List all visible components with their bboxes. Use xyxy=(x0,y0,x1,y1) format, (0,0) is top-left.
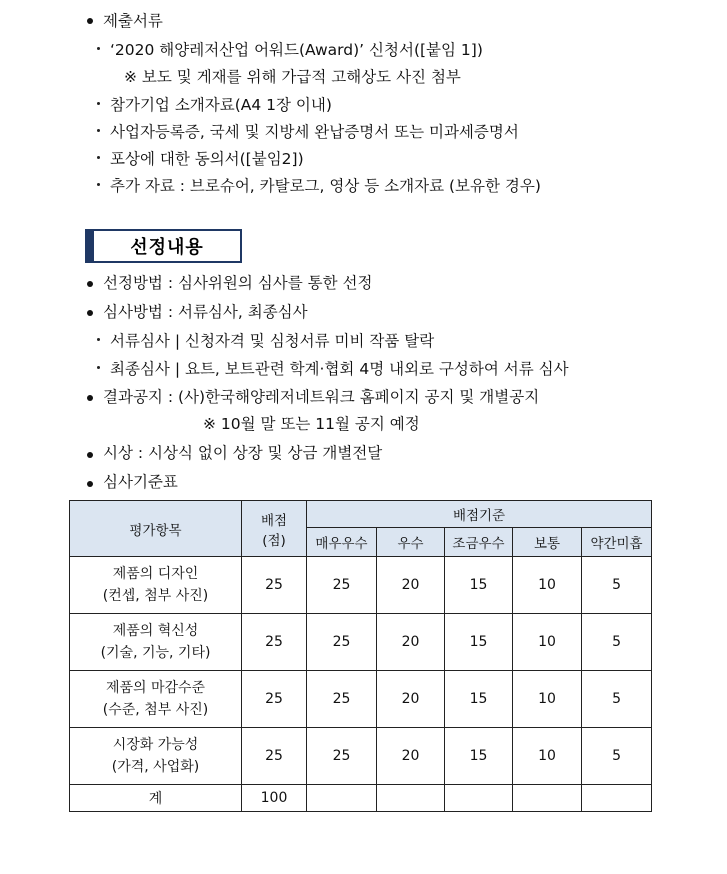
dot-icon xyxy=(97,47,100,50)
value-cell: 25 xyxy=(307,728,377,785)
value-cell: 15 xyxy=(445,557,513,614)
submission-item: ‘2020 해양레저산업 어워드(Award)’ 신청서([붙임 1]) xyxy=(97,40,483,60)
criterion-cell: 제품의 디자인 (컨셉, 첨부 사진) xyxy=(70,557,242,614)
selection-method: 선정방법 : 심사위원의 심사를 통한 선정 xyxy=(103,274,373,292)
table-row xyxy=(70,614,652,671)
header-score: 배점 (점) xyxy=(242,501,307,557)
section-title: 선정내용 xyxy=(85,229,242,263)
value-cell: 5 xyxy=(582,614,652,671)
total-row xyxy=(70,785,652,812)
bullet-icon xyxy=(87,18,93,24)
empty-cell xyxy=(377,785,445,812)
value-cell: 25 xyxy=(307,671,377,728)
empty-cell xyxy=(582,785,652,812)
submission-item: 추가 자료 : 브로슈어, 카탈로그, 영상 등 소개자료 (보유한 경우) xyxy=(97,176,541,196)
dot-icon xyxy=(97,338,100,341)
value-cell: 25 xyxy=(307,557,377,614)
bullet-icon xyxy=(87,481,93,487)
value-cell: 15 xyxy=(445,728,513,785)
bullet-icon xyxy=(87,310,93,316)
value-cell: 25 xyxy=(307,614,377,671)
table-row xyxy=(70,671,652,728)
value-cell: 20 xyxy=(377,728,445,785)
result-notice: 결과공지 : (사)한국해양레저네트워크 홈페이지 공지 및 개별공지 xyxy=(103,388,540,406)
value-cell: 15 xyxy=(445,614,513,671)
header-level: 우수 xyxy=(377,528,445,557)
empty-cell xyxy=(307,785,377,812)
total-label: 계 xyxy=(70,785,242,812)
criterion-cell: 제품의 혁신성 (기술, 기능, 기타) xyxy=(70,614,242,671)
review-sub-item: 서류심사 | 신청자격 및 심청서류 미비 작품 탈락 xyxy=(97,331,434,351)
value-cell: 15 xyxy=(445,671,513,728)
dot-icon xyxy=(97,156,100,159)
empty-cell xyxy=(445,785,513,812)
value-cell: 10 xyxy=(513,557,582,614)
review-sub-item: 최종심사 | 요트, 보트관련 학계·협회 4명 내외로 구성하여 서류 심사 xyxy=(97,359,569,379)
header-level: 약간미흡 xyxy=(582,528,652,557)
dot-icon xyxy=(97,183,100,186)
evaluation-table xyxy=(69,500,652,812)
table-row xyxy=(70,728,652,785)
value-cell: 5 xyxy=(582,557,652,614)
submission-note: ※ 보도 및 게재를 위해 가급적 고해상도 사진 첨부 xyxy=(124,68,461,86)
header-level: 매우우수 xyxy=(307,528,377,557)
table-row xyxy=(70,557,652,614)
score-cell: 25 xyxy=(242,728,307,785)
submission-item: 사업자등록증, 국세 및 지방세 완납증명서 또는 미과세증명서 xyxy=(97,122,519,142)
dot-icon xyxy=(97,366,100,369)
dot-icon xyxy=(97,129,100,132)
score-cell: 25 xyxy=(242,614,307,671)
criterion-cell: 제품의 마감수준 (수준, 첨부 사진) xyxy=(70,671,242,728)
header-item: 평가항목 xyxy=(70,501,242,557)
review-method: 심사방법 : 서류심사, 최종심사 xyxy=(103,303,308,321)
value-cell: 10 xyxy=(513,728,582,785)
value-cell: 20 xyxy=(377,614,445,671)
score-cell: 25 xyxy=(242,671,307,728)
dot-icon xyxy=(97,102,100,105)
bullet-icon xyxy=(87,281,93,287)
header-criteria: 배점기준 xyxy=(307,501,652,528)
bullet-icon xyxy=(87,452,93,458)
value-cell: 10 xyxy=(513,614,582,671)
total-score: 100 xyxy=(242,785,307,812)
value-cell: 5 xyxy=(582,728,652,785)
header-level: 보통 xyxy=(513,528,582,557)
score-cell: 25 xyxy=(242,557,307,614)
submission-item: 포상에 대한 동의서([붙임2]) xyxy=(97,149,304,169)
value-cell: 20 xyxy=(377,557,445,614)
submission-heading: 제출서류 xyxy=(103,12,163,30)
empty-cell xyxy=(513,785,582,812)
bullet-icon xyxy=(87,395,93,401)
value-cell: 10 xyxy=(513,671,582,728)
header-level: 조금우수 xyxy=(445,528,513,557)
submission-item: 참가기업 소개자료(A4 1장 이내) xyxy=(97,95,332,115)
value-cell: 5 xyxy=(582,671,652,728)
result-note: ※ 10월 말 또는 11월 공지 예정 xyxy=(203,415,420,433)
value-cell: 20 xyxy=(377,671,445,728)
award-info: 시상 : 시상식 없이 상장 및 상금 개별전달 xyxy=(103,444,383,462)
criteria-heading: 심사기준표 xyxy=(103,473,178,491)
criterion-cell: 시장화 가능성 (가격, 사업화) xyxy=(70,728,242,785)
